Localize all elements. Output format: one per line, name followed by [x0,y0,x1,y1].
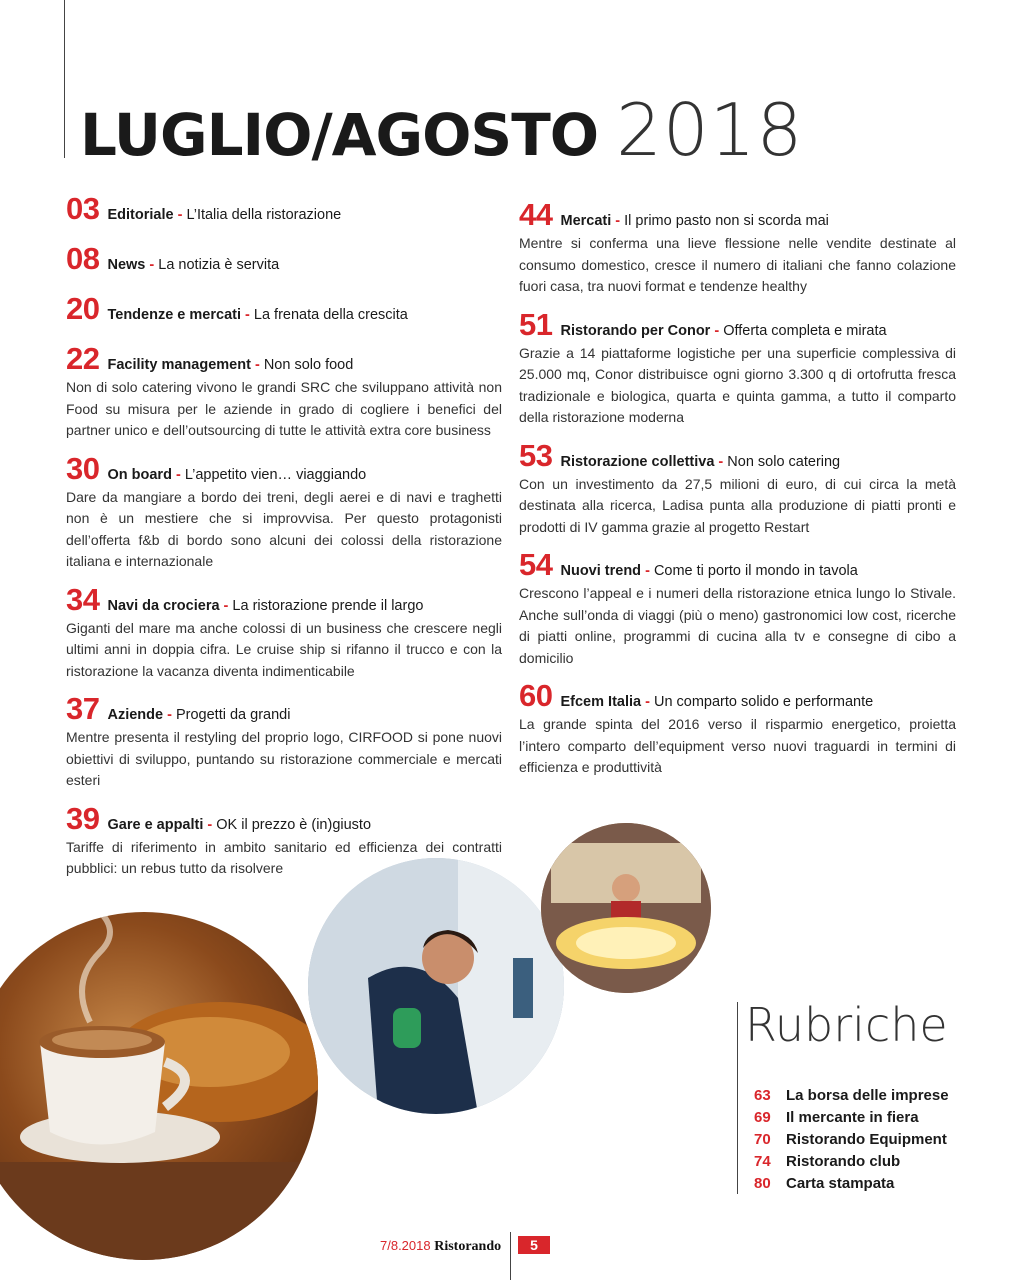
entry-description: Tariffe di riferimento in ambito sanitario ed efficienza dei contratti pubblici: un rebus tutto da risolvere [66,838,502,876]
entry-page: 30 [66,450,100,486]
entry-section: Efcem Italia [560,694,642,710]
entry-subtitle: Progetti da grandi [175,707,291,723]
entry-subtitle: Un comparto solido e performante [653,694,874,710]
toc-entry[interactable]: 51 Ristorando per Conor - Offerta completa e mirata Grazie a 14 piattaforme logistiche per una superficie complessiva di 25.000 mq, Conor distribuisce ogni giorno 3.300 q di ortofrutta fresca tradizionale e biologica, quarta e quinta gamma, a tutto il comparto della ristorazione moderna [519,308,956,429]
rubriche-label: Ristorando Equipment [786,1131,947,1148]
toc-entry[interactable]: 34 Navi da crociera - La ristorazione prende il largo Giganti del mare ma anche colossi di un business che crescere negli ultimi anni in doppia cifra. Le cruise ship si rifanno il trucco e con la ristorazione la vacanza diventa indimenticabile [66,583,502,683]
rubriche-label: Il mercante in fiera [786,1109,919,1126]
toc-entry[interactable]: 44 Mercati - Il primo pasto non si scorda mai Mentre si conferma una lieve flessione nelle vendite destinate al consumo domestico, cresce il numero di italiani che fanno colazione fuori casa, tra nuovi format e tendenze healthy [519,198,956,298]
page-number: 5 [518,1236,550,1254]
header-rule [64,0,65,158]
toc-left-column [66,192,502,890]
rubriche-item[interactable] [754,1085,949,1107]
entry-subtitle: La frenata della crescita [253,307,408,323]
rubriche-page: 70 [754,1131,771,1148]
entry-page: 51 [519,306,553,342]
toc-entry[interactable]: 30 On board - L’appetito vien… viaggiando Dare da mangiare a bordo dei treni, degli aerei e di navi e traghetti non è un mestiere che si improvvisa. Per questo protagonisti dell’offerta f&b di bordo sono alcuni dei colossi della ristorazione italiana e internazionale [66,452,502,573]
entry-page: 08 [66,241,100,276]
rubriche-list [754,1085,949,1195]
entry-section: Facility management [107,357,251,373]
toc-entry[interactable]: 54 Nuovi trend - Come ti porto il mondo in tavola Crescono l’appeal e i numeri della ristorazione etnica lungo lo Stivale. Anche sull’onda di viaggi (più o meno) gastronomici low cost, ricerche di piatti online, programmi di cucina alla tv e consegne di cibo a domicilio [519,548,956,669]
rubriche-page: 69 [754,1109,771,1126]
rubriche-label: La borsa delle imprese [786,1087,949,1104]
footer-rule [510,1232,511,1280]
entry-description: Mentre si conferma una lieve flessione nelle vendite destinate al consumo domestico, cresce il numero di italiani che fanno colazione fuori casa, tra nuovi format e tendenze healthy [519,235,956,294]
rubriche-label: Ristorando club [786,1153,901,1170]
rubriche-rule [737,1002,738,1194]
entry-subtitle: L’Italia della ristorazione [186,207,342,223]
toc-entry[interactable]: 20 Tendenze e mercati - La frenata della crescita [66,291,408,326]
entry-description: La grande spinta del 2016 verso il risparmio energetico, proietta l’intero comparto dell’equipment verso nuovi traguardi in termini di efficienza e produttività [519,716,956,775]
entry-section: Nuovi trend [560,563,642,579]
rubriche-label: Carta stampata [786,1175,895,1192]
entry-section: On board [107,466,172,483]
rubriche-page: 74 [754,1153,771,1170]
entry-section: Gare e appalti [107,816,204,833]
entry-page: 44 [519,197,553,232]
toc-entry[interactable]: 60 Efcem Italia - Un comparto solido e performante La grande spinta del 2016 verso il risparmio energetico, proietta l’intero comparto dell’equipment verso nuovi traguardi in termini di efficienza e produttività [519,679,956,779]
entry-page: 20 [66,291,100,326]
entry-page: 34 [66,581,100,617]
title-months: LUGLIO/AGOSTO [80,101,599,169]
coffee-croissant-photo [0,912,318,1260]
cleaning-staff-photo [308,858,564,1114]
entry-page: 22 [66,341,100,376]
page-footer [380,1238,501,1255]
entry-page: 03 [66,191,100,226]
toc-right-column [519,198,956,789]
entry-description: Crescono l’appeal e i numeri della ristorazione etnica lungo lo Stivale. Anche sull’onda di viaggi (più o meno) gastronomici low cost, ricerche di piatti online, programmi di cucina alla tv e consegne di cibo a domicilio [519,585,956,666]
rubriche-page: 80 [754,1175,771,1192]
entry-subtitle: Non solo catering [727,453,841,470]
entry-subtitle: L’appetito vien… viaggiando [184,466,367,483]
entry-description: Mentre presenta il restyling del proprio logo, CIRFOOD si pone nuovi obiettivi di sviluppo, puntando su ristorazione commerciale e mercati esteri [66,729,502,788]
footer-magazine: Ristorando [434,1239,502,1254]
rubriche-item[interactable] [754,1173,949,1195]
entry-page: 53 [519,437,553,473]
entry-subtitle: Il primo pasto non si scorda mai [624,213,829,229]
entry-section: Aziende [107,707,164,723]
entry-subtitle: OK il prezzo è (in)giusto [216,816,372,833]
toc-entry[interactable]: 53 Ristorazione collettiva - Non solo catering Con un investimento da 27,5 milioni di euro, di cui circa la metà destinata alla ricerca, Ladisa punta alla produzione di piatti pronti e prodotti di IV gamma grazie al progetto Restart [519,439,956,539]
entry-section: Editoriale [107,207,174,223]
toc-entry[interactable]: 22 Facility management - Non solo food Non di solo catering vivono le grandi SRC che sviluppano attività non Food su misura per le aziende in grado di cogliere i benefici del partner unico e dell’outsourcing di tutte le attività extra core business [66,342,502,442]
footer-issue: 7/8.2018 [380,1238,431,1253]
toc-entry[interactable]: 37 Aziende - Progetti da grandi Mentre presenta il restyling del proprio logo, CIRFOOD si pone nuovi obiettivi di sviluppo, puntando su ristorazione commerciale e mercati esteri [66,692,502,792]
entry-section: Navi da crociera [107,597,220,614]
toc-entry[interactable]: 03 Editoriale - L’Italia della ristorazione [66,191,342,226]
entry-description: Non di solo catering vivono le grandi SRC che sviluppano attività non Food su misura per le aziende in grado di cogliere i benefici del partner unico e dell’outsourcing di tutte le attività extra core business [66,379,502,438]
page-title [80,88,803,172]
entry-section: Tendenze e mercati [107,307,241,323]
toc-entry[interactable]: 39 Gare e appalti - OK il prezzo è (in)giusto Tariffe di riferimento in ambito sanitario ed efficienza dei contratti pubblici: un rebus tutto da risolvere [66,802,502,880]
rubriche-title: Rubriche [745,998,948,1052]
entry-section: Ristorando per Conor [560,322,711,339]
entry-description: Grazie a 14 piattaforme logistiche per una superficie complessiva di 25.000 mq, Conor distribuisce ogni giorno 3.300 q di ortofrutta fresca tradizionale e biologica, quarta e quinta gamma, a tutto il comparto della ristorazione moderna [519,344,956,425]
entry-page: 54 [519,547,553,582]
toc-entry[interactable]: 08 News - La notizia è servita [66,241,280,276]
entry-subtitle: Come ti porto il mondo in tavola [653,563,858,579]
entry-subtitle: La notizia è servita [158,257,280,273]
title-year: 2018 [616,88,804,172]
entry-page: 60 [519,678,553,713]
rubriche-item[interactable] [754,1151,949,1173]
entry-subtitle: Offerta completa e mirata [723,322,887,339]
onboard-catering-photo [541,823,711,993]
entry-description: Con un investimento da 27,5 milioni di euro, di cui circa la metà destinata alla ricerca, Ladisa punta alla produzione di piatti pronti e prodotti di IV gamma grazie al progetto Restart [519,475,956,535]
entry-section: Ristorazione collettiva [560,453,715,470]
entry-subtitle: Non solo food [263,357,354,373]
rubriche-item[interactable] [754,1129,949,1151]
entry-subtitle: La ristorazione prende il largo [232,597,424,614]
entry-description: Dare da mangiare a bordo dei treni, degli aerei e di navi e traghetti non è un mestiere che si improvvisa. Per questo protagonisti dell’offerta f&b di bordo sono alcuni dei colossi della ristorazione italiana e internazionale [66,488,502,569]
rubriche-page: 63 [754,1087,771,1104]
entry-section: News [107,257,146,273]
rubriche-item[interactable] [754,1107,949,1129]
entry-page: 37 [66,691,100,726]
entry-page: 39 [66,800,100,836]
entry-description: Giganti del mare ma anche colossi di un business che crescere negli ultimi anni in doppia cifra. Le cruise ship si rifanno il trucco e con la ristorazione la vacanza diventa indimenticabile [66,619,502,679]
entry-section: Mercati [560,213,612,229]
